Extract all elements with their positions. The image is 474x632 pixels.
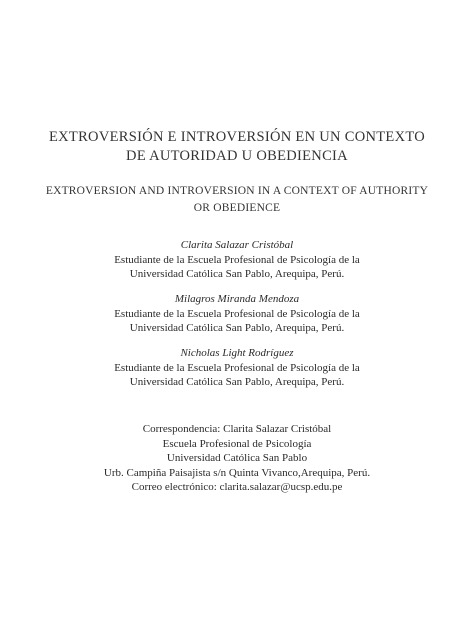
correspondence-contact: Correspondencia: Clarita Salazar Cristóbal: [142, 423, 332, 435]
title-spanish: [0, 128, 474, 166]
correspondence-address: Urb. Campiña Paisajista s/n Quinta Vivanco,Arequipa, Perú.: [103, 466, 371, 479]
correspondence-email: Correo electrónico: clarita.salazar@ucsp.edu.pe: [131, 481, 343, 493]
author-affiliation-line-2: Universidad Católica San Pablo, Arequipa, Perú.: [129, 322, 345, 334]
author-affiliation-line-2: Universidad Católica San Pablo, Arequipa, Perú.: [129, 268, 345, 280]
author-block-3: [0, 346, 474, 390]
correspondence-university: Universidad Católica San Pablo: [166, 452, 308, 464]
title-english: [0, 183, 474, 217]
author-name: Clarita Salazar Cristóbal: [180, 239, 294, 251]
title-english-line-2: OR OBEDIENCE: [193, 202, 281, 214]
author-name: Nicholas Light Rodríguez: [180, 347, 294, 359]
correspondence-school: Escuela Profesional de Psicología: [162, 437, 312, 450]
author-affiliation-line-1: Estudiante de la Escuela Profesional de Psicología de la: [114, 307, 360, 320]
author-affiliation-line-1: Estudiante de la Escuela Profesional de Psicología de la: [114, 361, 360, 374]
title-spanish-line-1: EXTROVERSIÓN E INTROVERSIÓN EN UN CONTEXTO: [48, 129, 426, 145]
author-affiliation-line-1: Estudiante de la Escuela Profesional de Psicología de la: [114, 253, 360, 266]
author-block-1: [0, 238, 474, 282]
correspondence-block: [0, 422, 474, 495]
author-name: Milagros Miranda Mendoza: [174, 293, 300, 305]
title-english-line-1: EXTROVERSION AND INTROVERSION IN A CONTEXT OF AUTHORITY: [45, 185, 429, 197]
author-affiliation-line-2: Universidad Católica San Pablo, Arequipa, Perú.: [129, 376, 345, 388]
title-spanish-line-2: DE AUTORIDAD U OBEDIENCIA: [126, 148, 348, 164]
author-block-2: [0, 292, 474, 336]
